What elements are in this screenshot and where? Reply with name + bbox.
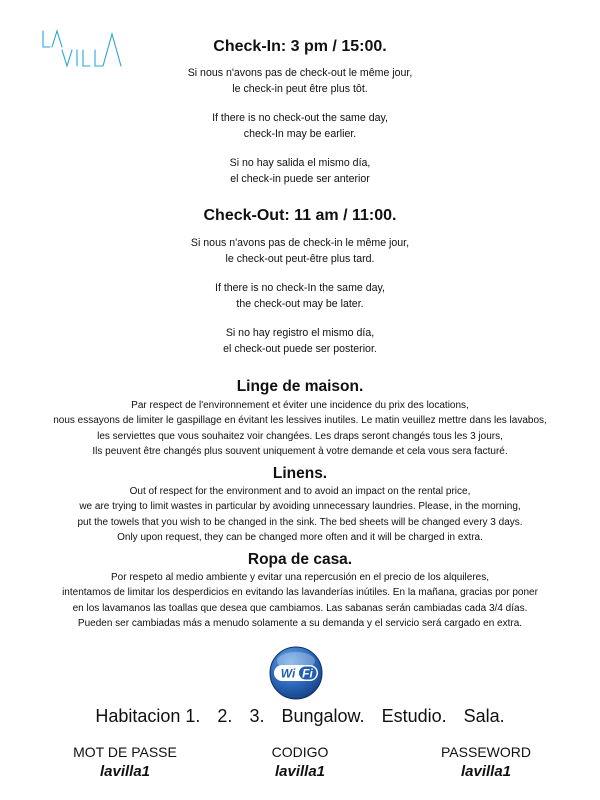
room-estudio: Estudio.	[381, 706, 447, 726]
room-2: 2.	[217, 706, 233, 726]
rooms-list	[0, 706, 600, 727]
checkin-heading: Check-In: 3 pm / 15:00.	[213, 38, 387, 55]
room-bungalow: Bungalow.	[281, 706, 365, 726]
password-value: lavilla1	[460, 763, 512, 780]
checkin-fr-text: Si nous n'avons pas de check-out le même jour, le check-in peut être plus tôt.	[187, 67, 413, 95]
password-value: lavilla1	[274, 763, 326, 780]
ropa-text: Por respeto al medio ambiente y evitar una repercusión en el precio de los alquileres, intentamos de limitar los desperdicios en evitando las lavanderías inútiles. En la mañana, gracias por poner en los lavamanos las toallas que desea que cambiamos. Las sabanas serán cambiadas cada 3/4 días. Pueden ser cambiadas más a menudo solamente a su demanda y el servicio será cargado en extra.	[62, 572, 538, 629]
password-label: CODIGO	[271, 744, 329, 760]
checkout-heading: Check-Out: 11 am / 11:00.	[203, 207, 397, 224]
room-habitacion-1: Habitacion 1.	[95, 706, 201, 726]
svg-text:Fi: Fi	[302, 666, 313, 681]
room-sala: Sala.	[463, 706, 505, 726]
checkout-fr-text: Si nous n'avons pas de check-in le même jour, le check-out peut-être plus tard.	[190, 237, 410, 265]
password-label: PASSEWORD	[441, 744, 531, 760]
linens-text: Out of respect for the environment and to avoid an impact on the rental price, we are trying to limit wastes in particular by avoiding unnecessary laundries. Please, in the morning, put the towels that you wish to be changed in the sink. The bed sheets will be changed every 3 days. Only upon request, they can be changed more often and it will be charged in extra.	[77, 486, 523, 543]
linge-heading: Linge de maison.	[236, 378, 364, 395]
linens-heading: Linens.	[272, 465, 328, 482]
wifi-icon	[268, 645, 324, 701]
password-fr	[45, 743, 205, 783]
checkin-en-text: If there is no check-out the same day, check-In may be earlier.	[212, 112, 388, 140]
password-en	[406, 743, 566, 783]
checkout-es-text: Si no hay registro el mismo día, el check-out puede ser posterior.	[223, 327, 377, 355]
checkin-es-text: Si no hay salida el mismo día, el check-in puede ser anterior	[229, 157, 371, 185]
checkout-en-text: If there is no check-In the same day, the check-out may be later.	[215, 282, 385, 310]
room-3: 3.	[249, 706, 265, 726]
password-label: MOT DE PASSE	[73, 744, 177, 760]
ropa-heading: Ropa de casa.	[247, 551, 353, 568]
svg-text:Wi: Wi	[280, 666, 296, 681]
linge-text: Par respect de l'environnement et éviter une incidence du prix des locations, nous essayons de limiter le gaspillage en évitant les lessives inutiles. Le matin veuillez mettre dans les lavabos, les serviettes que vous souhaitez voir changées. Les draps seront changés tous les 3 jours, Ils peuvent être changés plus souvent uniquement à votre demande et cela vous sera facturé.	[53, 400, 547, 457]
password-es	[220, 743, 380, 783]
password-value: lavilla1	[99, 763, 151, 780]
